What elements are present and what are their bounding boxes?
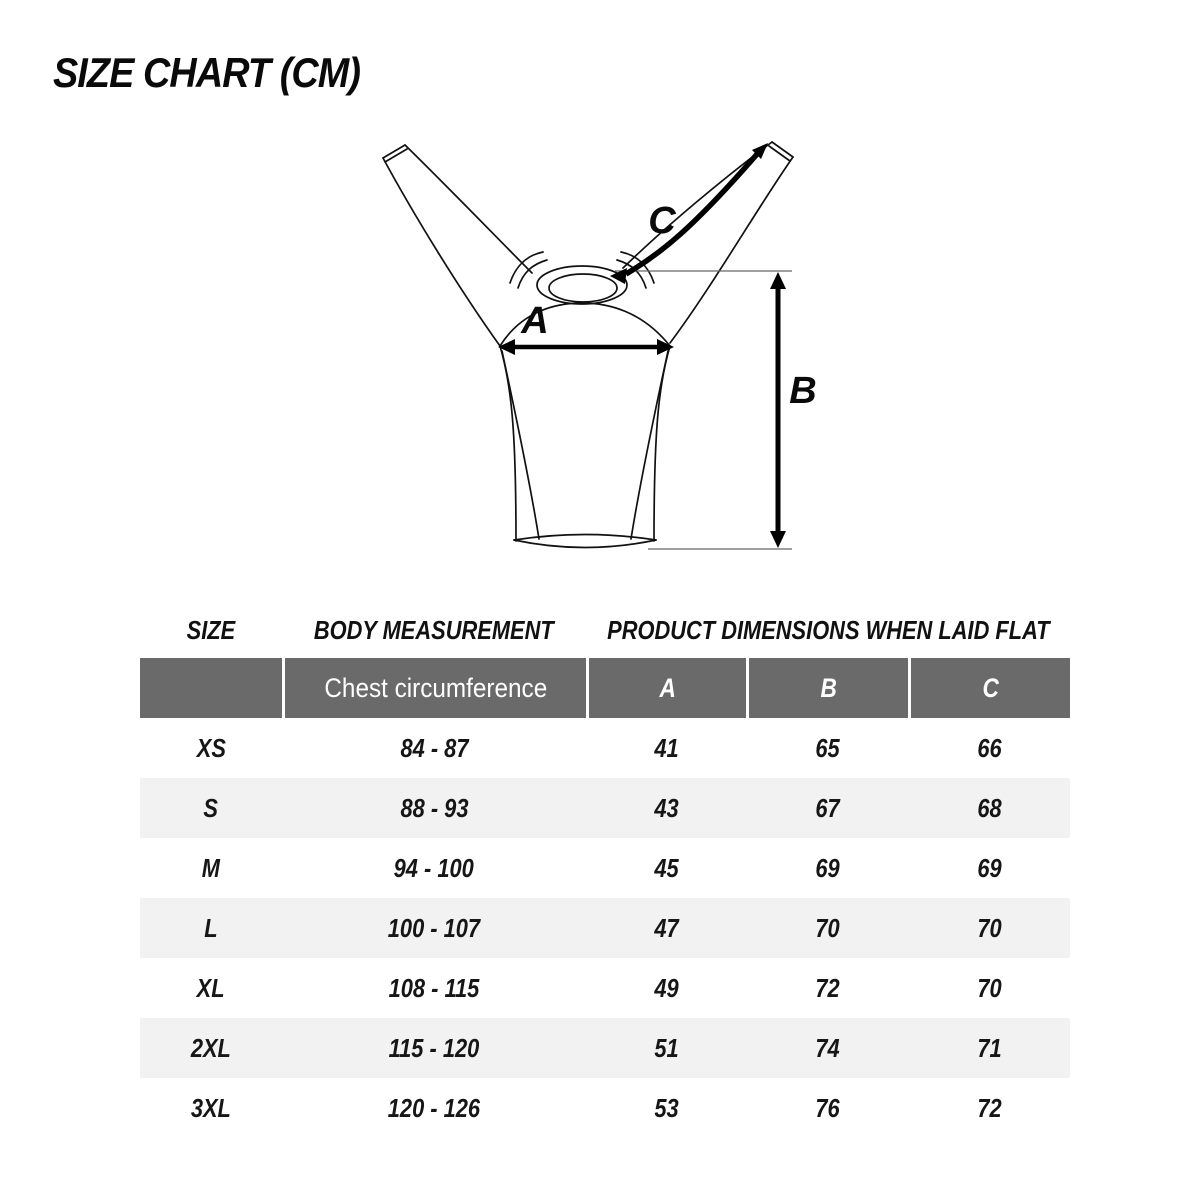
table-row-xs (140, 718, 1070, 778)
chest-cell: 100 - 107 (387, 912, 481, 943)
page-title: SIZE CHART (CM) (53, 49, 361, 96)
table-row-m (140, 838, 1070, 898)
collar-inner (549, 274, 617, 302)
subheader-b: B (746, 658, 908, 718)
a-cell: 47 (653, 912, 679, 943)
group-header-body-measurement: BODY MEASUREMENT (314, 614, 554, 645)
chest-cell: 120 - 126 (387, 1092, 481, 1123)
chest-cell: 94 - 100 (393, 852, 475, 883)
a-cell: 53 (653, 1092, 679, 1123)
size-cell: XS (196, 732, 226, 763)
a-cell: 49 (653, 972, 679, 1003)
b-cell: 69 (814, 852, 840, 883)
c-cell: 72 (976, 1092, 1002, 1123)
a-cell: 43 (653, 792, 679, 823)
b-cell: 70 (814, 912, 840, 943)
arrow-b (770, 272, 786, 548)
subheader-chest-circumference: Chest circumference (282, 658, 586, 718)
c-cell: 69 (976, 852, 1002, 883)
b-cell: 67 (814, 792, 840, 823)
size-cell: 3XL (190, 1092, 232, 1123)
a-cell: 51 (653, 1032, 679, 1063)
c-cell: 71 (976, 1032, 1002, 1063)
subheader-a: A (586, 658, 746, 718)
table-row-s (140, 778, 1070, 838)
subheader-empty-cell (140, 658, 282, 718)
size-cell: L (204, 912, 218, 943)
reference-lines (615, 271, 792, 549)
size-cell: M (201, 852, 221, 883)
chest-cell: 108 - 115 (388, 972, 480, 1003)
size-cell: 2XL (190, 1032, 232, 1063)
table-group-headers (140, 612, 1070, 648)
table-row-2xl (140, 1018, 1070, 1078)
size-table-body (140, 718, 1070, 1138)
table-subheader-row (140, 658, 1070, 718)
c-cell: 68 (976, 792, 1002, 823)
c-cell: 70 (976, 972, 1002, 1003)
size-cell: XL (197, 972, 225, 1003)
c-cell: 70 (976, 912, 1002, 943)
group-header-size: SIZE (186, 614, 236, 645)
diagram-label-a: A (521, 300, 549, 342)
chest-cell: 84 - 87 (399, 732, 468, 763)
a-cell: 41 (653, 732, 679, 763)
diagram-label-c: C (648, 200, 676, 242)
diagram-label-b: B (789, 370, 817, 412)
b-cell: 65 (814, 732, 840, 763)
subheader-c: C (908, 658, 1070, 718)
a-cell: 45 (653, 852, 679, 883)
jersey-measurement-diagram (360, 125, 840, 595)
table-row-l (140, 898, 1070, 958)
chest-cell: 115 - 120 (388, 1032, 480, 1063)
b-cell: 72 (814, 972, 840, 1003)
size-cell: S (203, 792, 219, 823)
b-cell: 76 (814, 1092, 840, 1123)
b-cell: 74 (814, 1032, 840, 1063)
table-row-xl (140, 958, 1070, 1018)
table-row-3xl (140, 1078, 1070, 1138)
chest-cell: 88 - 93 (399, 792, 468, 823)
c-cell: 66 (976, 732, 1002, 763)
group-header-product-dimensions: PRODUCT DIMENSIONS WHEN LAID FLAT (606, 614, 1050, 645)
